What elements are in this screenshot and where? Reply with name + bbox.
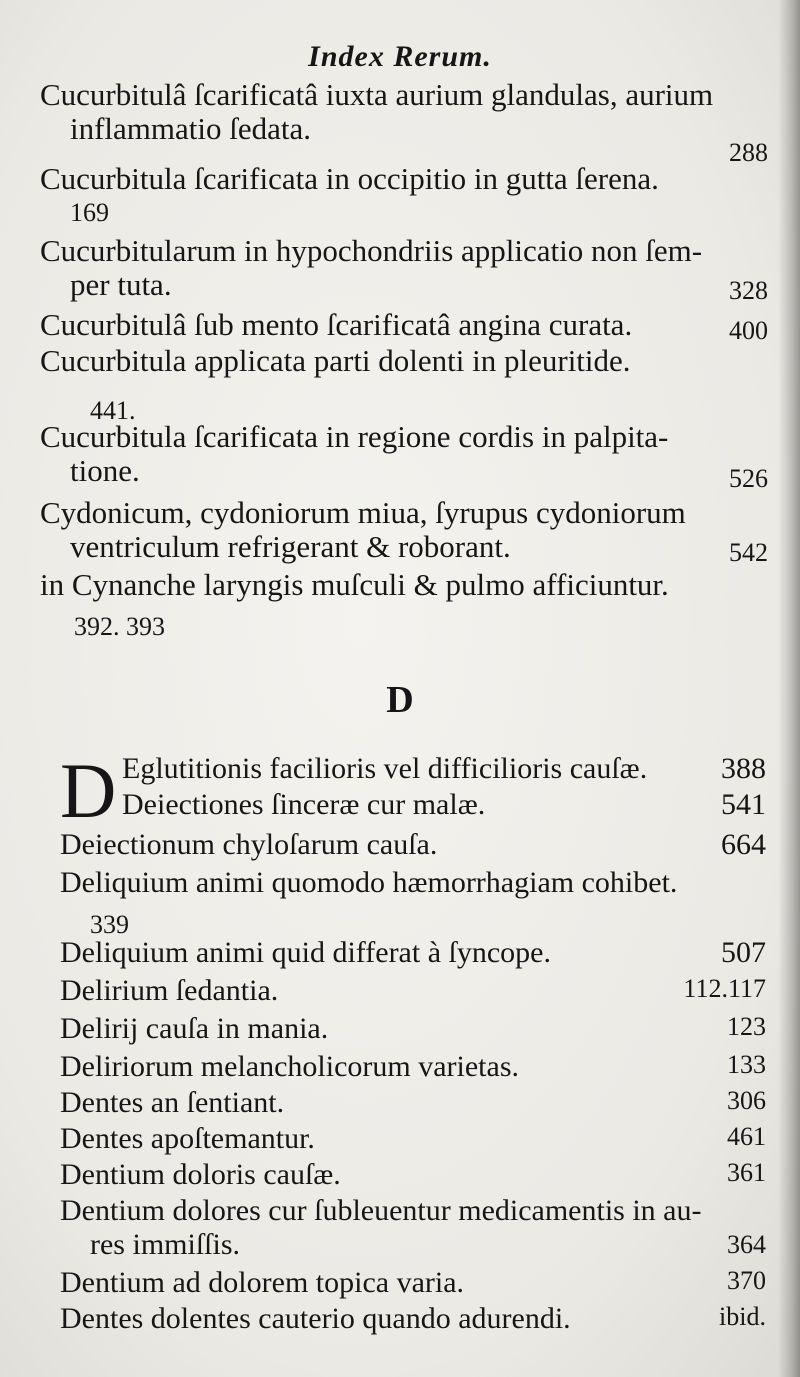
entry-page-number: 461 [727,1122,766,1151]
entry-text: Deiectiones ſinceræ cur malæ. [122,788,486,821]
index-entry [60,974,766,1008]
entry-page-number: 507 [721,936,766,969]
entry-text: Cucurbitularum in hypochondriis applicatio non ſem- [40,233,703,268]
entry-page-number: 328 [729,276,768,305]
entry-text: Delirium ſedantia. [60,974,279,1007]
index-entry [40,162,768,230]
entry-page-number: 541 [721,788,766,821]
entry-text: Dentes an ſentiant. [60,1086,285,1119]
entry-page-number: 526 [729,464,768,493]
entry-page-number: 392. 393 [74,612,165,641]
entry-page-number: 388 [721,752,766,785]
entry-text: Eglutitionis facilioris vel difficilioris cauſæ. [122,752,648,785]
entry-text: Deliquium animi quid differat à ſyncope. [60,936,551,969]
entry-text: Dentes apoſtemantur. [60,1122,315,1155]
index-entry [60,828,766,862]
entry-page-number: 364 [727,1230,766,1259]
entry-page-number: 123 [727,1012,766,1041]
entry-page-number: 288 [729,138,768,167]
entry-page-number: 339 [90,910,129,939]
entry-text: Cucurbitula ſcarificata in occipitio in gutta ſerena. [40,161,659,196]
entry-page-number: 306 [727,1086,766,1115]
index-entry [40,419,768,493]
entry-text: Deliquium animi quomodo hæmorrhagiam cohibet. [60,866,678,899]
index-entry [60,866,766,942]
index-entry [40,495,768,567]
index-entry [60,1122,766,1156]
index-entry [60,1086,766,1120]
entry-page-number: 169 [70,198,109,227]
index-entry [40,344,768,428]
entry-text: Cucurbitula applicata parti dolenti in pleuritide. [40,343,631,378]
entry-text: Cucurbitulâ ſcarificatâ iuxta aurium glandulas, aurium [40,77,714,112]
entry-continuation: tione. [70,453,140,488]
section-letter: D [386,679,414,721]
entry-page-number: 370 [727,1266,766,1295]
entry-text: Dentium ad dolorem topica varia. [60,1266,465,1299]
entry-page-number: 542 [729,538,768,567]
index-entry [60,1050,766,1084]
entry-continuation: res immiſſis. [90,1228,240,1261]
entry-text: Dentium dolores cur ſubleuentur medicamentis in au- [60,1194,702,1227]
entry-continuation: inflammatio ſedata. [70,111,312,146]
entry-continuation: ventriculum refrigerant & roborant. [70,529,511,564]
index-entry [60,1194,766,1262]
index-entry [40,307,768,345]
index-entry [60,1158,766,1192]
index-entry [40,233,768,305]
entry-text: Dentes dolentes cauterio quando adurendi. [60,1302,571,1335]
entry-continuation: per tuta. [70,267,172,302]
entry-text: Cucurbitulâ ſub mento ſcarificatâ angina curata. [40,307,633,342]
entry-text: Deiectionum chyloſarum cauſa. [60,828,438,861]
entry-text: Deliriorum melancholicorum varietas. [60,1050,520,1083]
entry-page-number: 112.117 [683,974,766,1003]
entry-text: Cucurbitula ſcarificata in regione cordis in palpita- [40,419,669,454]
entry-page-number: 664 [721,828,766,861]
index-entry [40,77,768,167]
page-header: Index Rerum. [308,40,492,73]
entry-page-number: ibid. [719,1302,766,1331]
index-entry [122,752,766,786]
entry-text: Cydonicum, cydoniorum miua, ſyrupus cydoniorum [40,495,686,530]
entry-page-number: 400 [729,316,768,345]
index-entry [122,788,766,822]
index-entry [60,936,766,970]
index-entry [60,1302,766,1336]
entry-text: Dentium doloris cauſæ. [60,1158,341,1191]
index-entry [40,568,768,644]
entry-text: Delirij cauſa in mania. [60,1012,329,1045]
drop-cap: D [60,747,117,834]
entry-text: in Cynanche laryngis muſculi & pulmo afficiuntur. [40,567,669,602]
entry-page-number: 361 [727,1158,766,1187]
index-entry [60,1266,766,1300]
entry-page-number: 441. [90,396,136,425]
entry-page-number: 133 [727,1050,766,1079]
index-entry [60,1012,766,1046]
